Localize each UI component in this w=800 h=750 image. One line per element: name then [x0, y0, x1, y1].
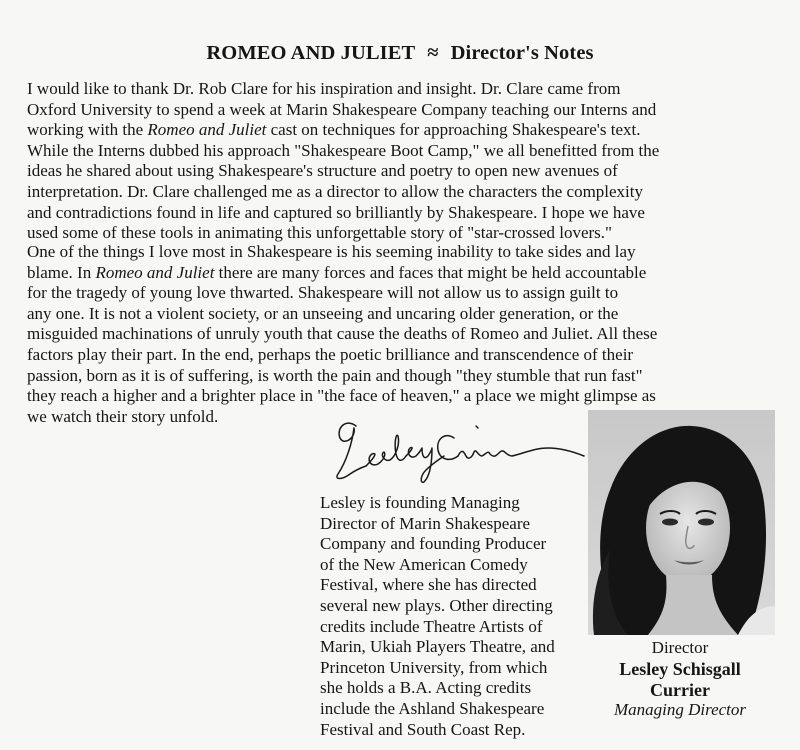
bio-line: Festival, where she has directed: [320, 575, 537, 595]
text-segment: used some of these tools in animating this unforgettable story of "star-crossed lovers.": [27, 223, 612, 243]
text-segment: working with the: [27, 120, 148, 140]
text-segment: they reach a higher and a brighter place in "the face of heaven," a place we might glimpse as: [27, 386, 656, 406]
bio-line: several new plays. Other directing: [320, 595, 553, 615]
text-line: [27, 203, 779, 224]
text-line: [27, 182, 779, 203]
bio-line: Director of Marin Shakespeare: [320, 513, 531, 533]
bio-line: Company and founding Producer: [320, 534, 547, 554]
italic-title: Romeo and Juliet: [95, 262, 215, 282]
text-segment: interpretation. Dr. Clare challenged me as a director to allow the characters the complexity: [27, 181, 644, 201]
text-line: [27, 324, 779, 345]
text-line: [27, 120, 779, 141]
director-photo: [588, 410, 775, 635]
text-line: [27, 283, 779, 304]
caption-role: Director: [651, 638, 709, 657]
bio-line: Festival and South Coast Rep.: [320, 719, 526, 739]
bio-line: of the New American Comedy: [320, 554, 528, 574]
text-line: [27, 386, 779, 407]
caption-name-line1: Lesley Schisgall: [619, 658, 741, 679]
text-line: [27, 304, 779, 325]
text-line: [27, 161, 779, 182]
intro-paragraph: [27, 79, 779, 244]
page-title: [0, 42, 800, 65]
director-caption: [578, 638, 782, 721]
text-line: [27, 79, 779, 100]
text-line: [27, 242, 779, 263]
text-segment: we watch their story unfold.: [27, 406, 219, 426]
text-segment: passion, born as it is of suffering, is worth the pain and though "they stumble that run fast": [27, 365, 643, 385]
text-segment: ideas he shared about using Shakespeare's structure and poetry to open new avenues of: [27, 161, 618, 181]
text-segment: One of the things I love most in Shakespeare is his seeming inability to take sides and lay: [27, 242, 636, 261]
text-line: [27, 345, 779, 366]
text-segment: While the Interns dubbed his approach "Shakespeare Boot Camp," we all benefitted from the: [27, 140, 660, 160]
text-segment: there are many forces and faces that might be held accountable: [214, 262, 647, 282]
bio-line: Marin, Ukiah Players Theatre, and: [320, 637, 555, 657]
text-segment: blame. In: [27, 262, 96, 282]
text-segment: cast on techniques for approaching Shakespeare's text.: [266, 120, 641, 140]
text-line: [27, 263, 779, 284]
text-line: [27, 100, 779, 121]
text-line: [27, 223, 779, 244]
director-bio: [320, 493, 585, 740]
text-segment: factors play their part. In the end, perhaps the poetic brilliance and transcendence of their: [27, 344, 634, 364]
text-line: [27, 366, 779, 387]
italic-title: Romeo and Juliet: [147, 120, 267, 140]
caption-title: Managing Director: [613, 700, 747, 720]
bio-line: Princeton University, from which: [320, 657, 548, 677]
text-segment: and contradictions found in life and captured so brilliantly by Shakespeare. I hope we have: [27, 202, 645, 222]
reflection-paragraph: [27, 242, 779, 427]
text-segment: misguided machinations of unruly youth that cause the deaths of Romeo and Juliet. All these: [27, 324, 658, 344]
bio-line: include the Ashland Shakespeare: [320, 698, 545, 718]
bio-line: she holds a B.A. Acting credits: [320, 678, 532, 698]
text-segment: Oxford University to spend a week at Marin Shakespeare Company teaching our Interns and: [27, 99, 657, 119]
text-segment: for the tragedy of young love thwarted. Shakespeare will not allow us to assign guilt to: [27, 283, 619, 303]
text-line: [27, 141, 779, 162]
bio-line: credits include Theatre Artists of: [320, 616, 543, 636]
title-section-name: Director's Notes: [450, 42, 594, 64]
text-segment: any one. It is not a violent society, or an unseeing and uncaring older generation, or the: [27, 303, 619, 323]
caption-name-line2: Currier: [650, 679, 710, 700]
title-separator: ≈: [427, 42, 439, 64]
text-segment: I would like to thank Dr. Rob Clare for his inspiration and insight. Dr. Clare came from: [27, 79, 621, 98]
signature-image: [326, 408, 594, 486]
title-play-name: ROMEO AND JULIET: [206, 42, 416, 64]
bio-line: Lesley is founding Managing: [320, 493, 520, 512]
